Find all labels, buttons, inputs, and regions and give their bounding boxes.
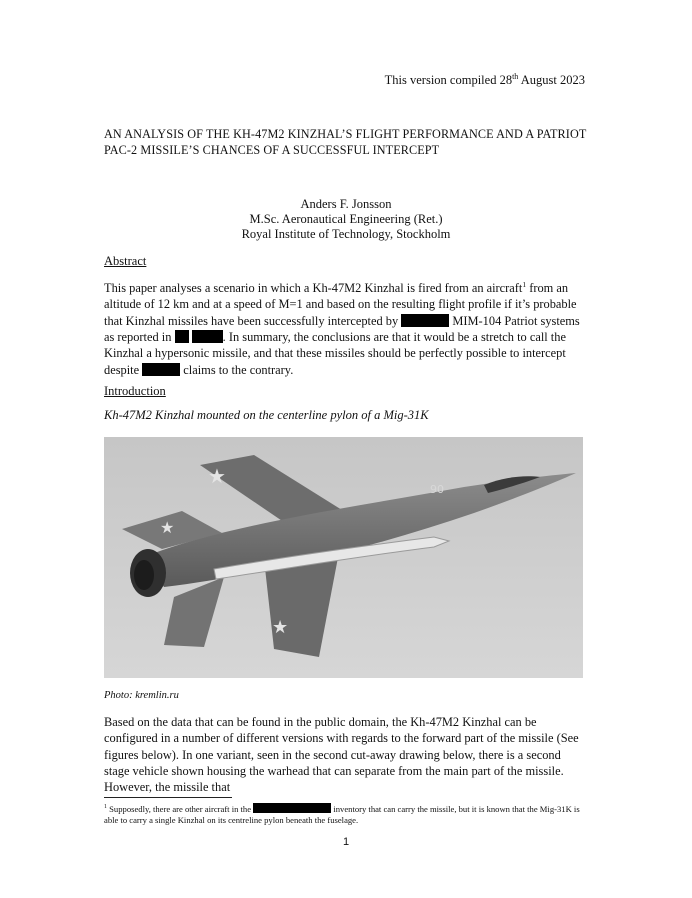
footnote-marker[interactable]: 1	[522, 280, 527, 289]
title-line: PAC-2 MISSILE’S CHANCES OF A SUCCESSFUL INTERCEPT	[104, 143, 440, 157]
author-name: Anders F. Jonsson	[300, 197, 392, 211]
footnote-rule	[104, 797, 232, 798]
redaction-block	[401, 314, 449, 327]
redaction-block	[192, 330, 223, 343]
abstract-heading: Abstract	[104, 254, 147, 268]
redaction-block	[142, 363, 180, 376]
introduction-heading: Introduction	[104, 384, 166, 398]
photo-credit: Photo: kremlin.ru	[104, 690, 179, 701]
author-degree: M.Sc. Aeronautical Engineering (Ret.)	[249, 212, 443, 226]
tail-number: 90	[430, 483, 444, 496]
figure-caption: Kh-47M2 Kinzhal mounted on the centerline pylon of a Mig-31K	[104, 408, 429, 422]
page-number: 1	[342, 836, 350, 848]
star-emblem: ★	[160, 518, 175, 537]
redaction-block	[175, 330, 189, 343]
footnote: $^1$ Supposedly, there are other aircraft in the inventory that can carry the missile, but it is known that the Mig-31K is able to carry a single Kinzhal on its centreline pylon beneath the fuselage.	[104, 803, 580, 826]
introduction-body: Based on the data that can be found in the public domain, the Kh-47M2 Kinzhal can be configured in a number of different versions with regards to the forward part of the missile (See figures below). In one variant, seen in the second cut-away drawing below, there is a second stage vehicle shown housing the warhead that can separate from the main part of the missile. However, the missile that	[104, 715, 579, 795]
author-affiliation: Royal Institute of Technology, Stockholm	[241, 227, 451, 241]
aircraft-photo	[104, 437, 583, 678]
mig-31k-illustration	[104, 437, 583, 678]
star-emblem: ★	[208, 464, 226, 488]
redaction-block	[253, 803, 331, 813]
title-line: AN ANALYSIS OF THE KH-47M2 KINZHAL’S FLIGHT PERFORMANCE AND A PATRIOT	[104, 127, 587, 141]
compile-date: This version compiled 28th August 2023	[384, 72, 585, 88]
star-emblem: ★	[272, 617, 289, 638]
paper-title	[104, 126, 594, 158]
abstract-text: This paper analyses a scenario in which a Kh-47M2 Kinzhal is fired from an aircraft$^1$ from an altitude of 12 km and at a speed of M=1 and based on the resulting flight profile if it’s probable that Kinzhal missiles have been successfully intercepted by MIM-104 Patriot systems as reported in . In summary, the conclusions are that it would be a stretch to call the Kinzhal a hypersonic missile, and that these missiles should be perfectly possible to intercept despite claims to the contrary.	[104, 280, 580, 377]
